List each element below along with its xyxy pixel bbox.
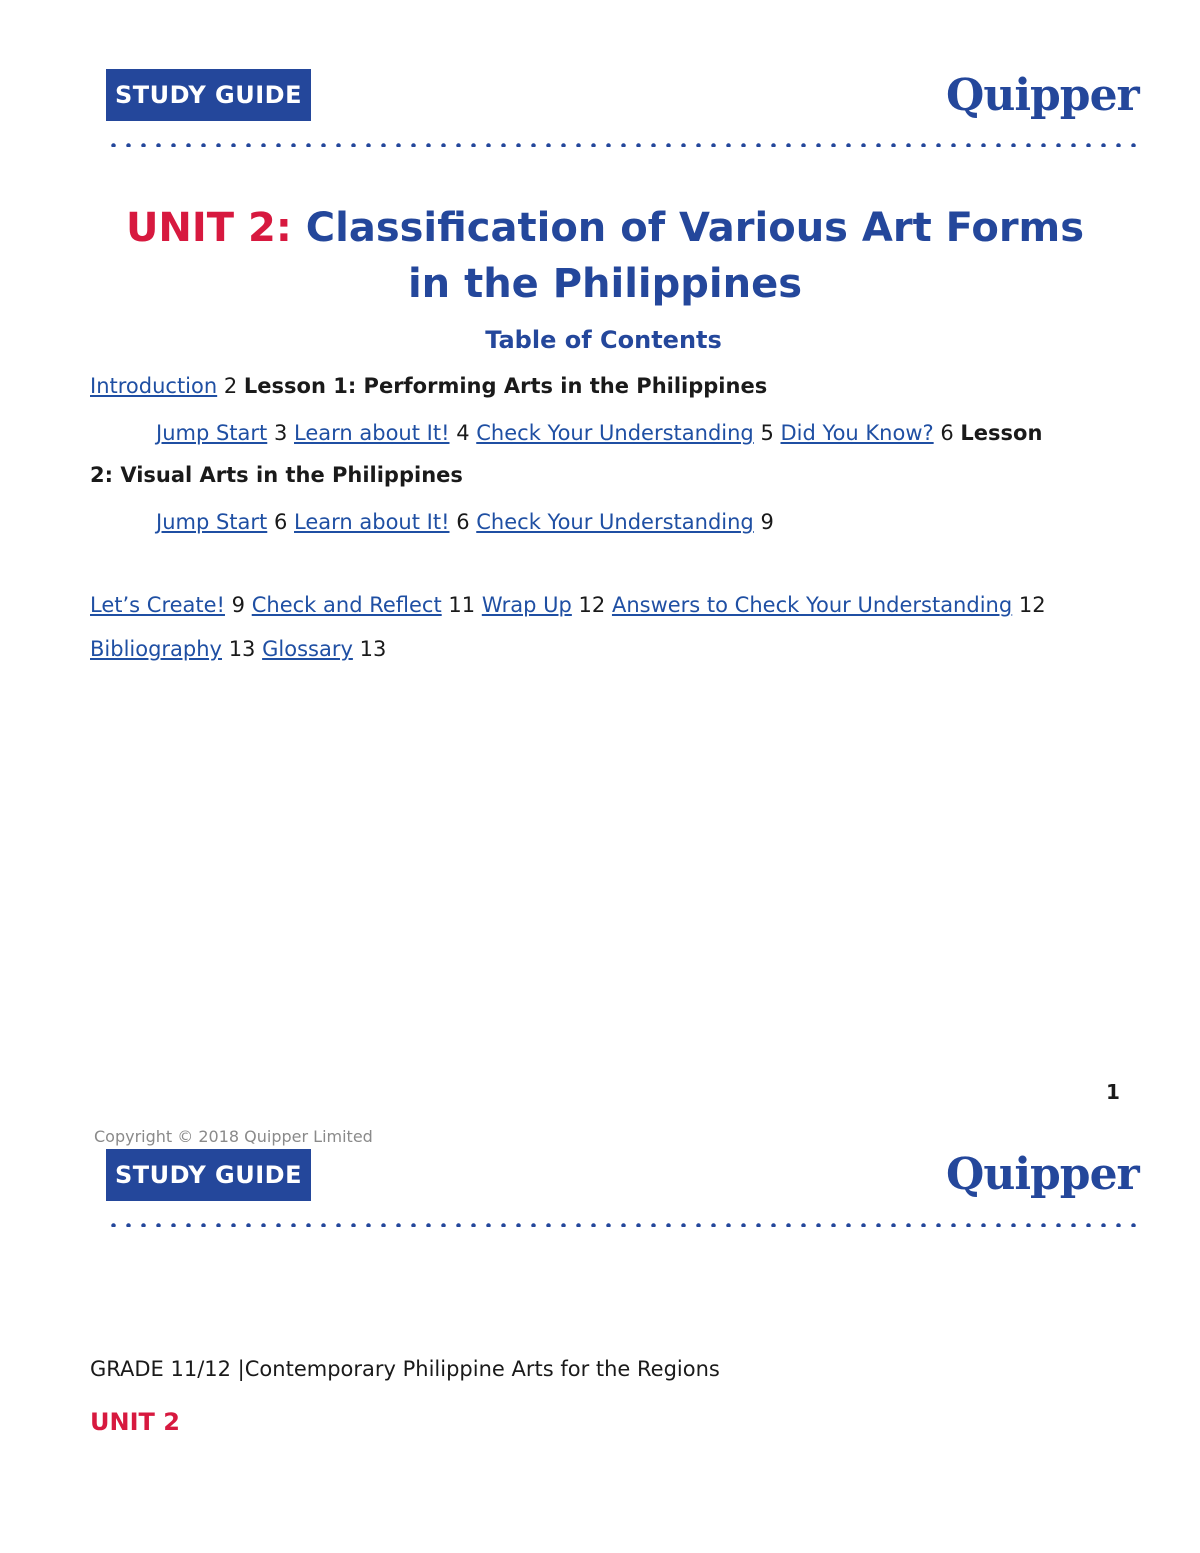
unit-title-main: Classification of Various Art Forms in the Philippines [291, 205, 1085, 307]
toc-page: 6 [456, 510, 470, 534]
toc-link-introduction[interactable]: Introduction [90, 374, 218, 398]
toc-page: 12 [578, 593, 606, 617]
header-dotted-divider-2 [106, 1223, 1140, 1227]
toc-line-4 [156, 507, 774, 537]
toc-page: 6 [273, 510, 288, 534]
toc-page: 3 [273, 421, 288, 445]
toc-link-bibliography[interactable]: Bibliography [90, 637, 222, 661]
toc-line-5 [90, 590, 1046, 620]
page-number: 1 [1106, 1080, 1120, 1104]
toc-page: 9 [760, 510, 774, 534]
toc-page: 11 [448, 593, 476, 617]
toc-page: 2 [223, 374, 238, 398]
toc-link-did-you-know[interactable]: Did You Know? [780, 421, 934, 445]
toc-page: 5 [760, 421, 774, 445]
toc-link-lets-create[interactable]: Let’s Create! [90, 593, 225, 617]
quipper-logo: Quipper [946, 70, 1139, 121]
study-guide-badge [106, 69, 311, 121]
toc-page: 9 [231, 593, 246, 617]
toc-page: 12 [1018, 593, 1046, 617]
toc-page: 13 [359, 637, 387, 661]
toc-page: 4 [456, 421, 470, 445]
grade-line: GRADE 11/12 |Contemporary Philippine Arts for the Regions [90, 1357, 720, 1381]
toc-link-check-understanding[interactable]: Check Your Understanding [476, 510, 754, 534]
toc-heading: Table of Contents [485, 326, 722, 354]
toc-link-check-and-reflect[interactable]: Check and Reflect [251, 593, 442, 617]
toc-link-glossary[interactable]: Glossary [262, 637, 353, 661]
toc-link-jump-start[interactable]: Jump Start [156, 421, 268, 445]
toc-lesson2-prefix: Lesson [960, 421, 1043, 445]
toc-page: 6 [940, 421, 954, 445]
toc-lesson2-title: 2: Visual Arts in the Philippines [90, 463, 463, 487]
toc-link-learn-about-it[interactable]: Learn about It! [294, 510, 450, 534]
toc-line-6 [90, 634, 386, 664]
toc-link-check-understanding[interactable]: Check Your Understanding [476, 421, 754, 445]
toc-link-wrap-up[interactable]: Wrap Up [481, 593, 572, 617]
copyright-text: Copyright © 2018 Quipper Limited [94, 1127, 373, 1146]
unit-title [100, 200, 1110, 312]
toc-line-1 [90, 371, 767, 401]
unit-label: UNIT 2 [90, 1408, 180, 1436]
header-dotted-divider [106, 143, 1140, 147]
toc-lesson1-title: Lesson 1: Performing Arts in the Philippines [243, 374, 768, 398]
toc-line-2 [156, 418, 1042, 448]
study-guide-label: STUDY GUIDE [115, 81, 302, 109]
study-guide-badge-2 [106, 1149, 311, 1201]
toc-link-jump-start[interactable]: Jump Start [156, 510, 268, 534]
unit-title-unit: UNIT 2: [125, 205, 292, 251]
toc-link-learn-about-it[interactable]: Learn about It! [294, 421, 450, 445]
quipper-logo-2: Quipper [946, 1149, 1139, 1200]
study-guide-label: STUDY GUIDE [115, 1161, 302, 1189]
toc-page: 13 [228, 637, 256, 661]
toc-link-answers[interactable]: Answers to Check Your Understanding [611, 593, 1013, 617]
